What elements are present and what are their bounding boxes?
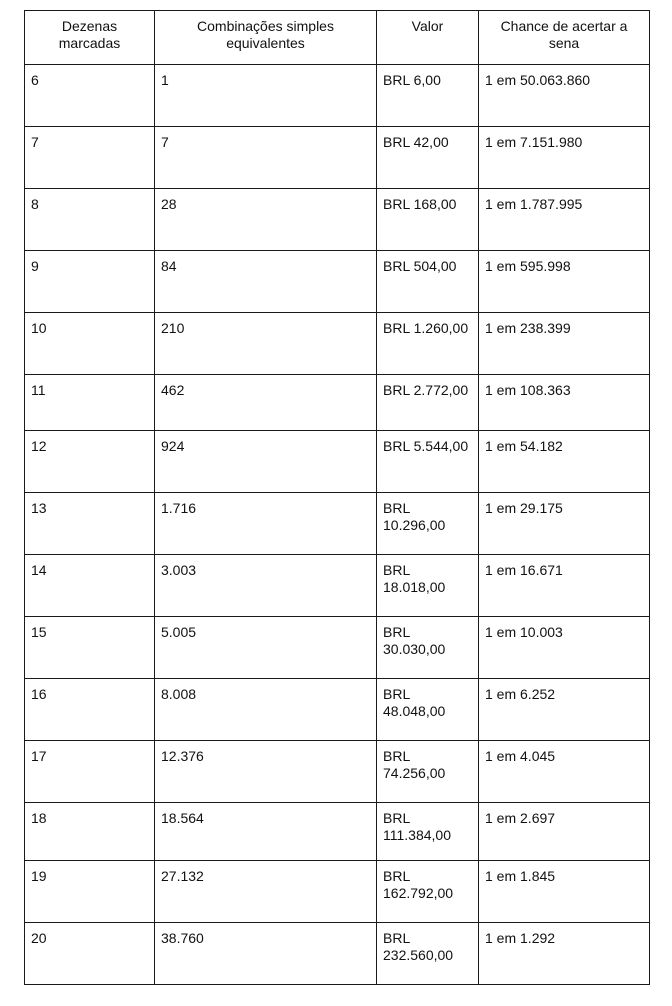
cell-dezenas: 13 — [25, 493, 155, 555]
table-body — [25, 65, 650, 985]
cell-combinacoes: 7 — [155, 127, 377, 189]
header-combinacoes: Combinações simples equivalentes — [155, 11, 377, 65]
cell-dezenas: 12 — [25, 431, 155, 493]
cell-chance: 1 em 595.998 — [479, 251, 650, 313]
cell-valor: BRL 74.256,00 — [377, 741, 479, 803]
header-dezenas-marcadas: Dezenas marcadas — [25, 11, 155, 65]
cell-combinacoes: 84 — [155, 251, 377, 313]
cell-combinacoes: 210 — [155, 313, 377, 375]
cell-dezenas: 6 — [25, 65, 155, 127]
table-row — [25, 617, 650, 679]
cell-dezenas: 7 — [25, 127, 155, 189]
table-row — [25, 313, 650, 375]
cell-chance: 1 em 29.175 — [479, 493, 650, 555]
cell-valor: BRL 2.772,00 — [377, 375, 479, 431]
cell-dezenas: 17 — [25, 741, 155, 803]
cell-valor: BRL 111.384,00 — [377, 803, 479, 861]
cell-dezenas: 14 — [25, 555, 155, 617]
table-row — [25, 251, 650, 313]
table-row — [25, 375, 650, 431]
table-row — [25, 803, 650, 861]
table-row — [25, 679, 650, 741]
cell-chance: 1 em 16.671 — [479, 555, 650, 617]
cell-dezenas: 11 — [25, 375, 155, 431]
cell-chance: 1 em 4.045 — [479, 741, 650, 803]
cell-chance: 1 em 1.292 — [479, 923, 650, 985]
cell-combinacoes: 3.003 — [155, 555, 377, 617]
cell-valor: BRL 42,00 — [377, 127, 479, 189]
cell-valor: BRL 10.296,00 — [377, 493, 479, 555]
table-header — [25, 11, 650, 65]
cell-combinacoes: 18.564 — [155, 803, 377, 861]
table-row — [25, 861, 650, 923]
cell-chance: 1 em 50.063.860 — [479, 65, 650, 127]
cell-valor: BRL 48.048,00 — [377, 679, 479, 741]
cell-combinacoes: 5.005 — [155, 617, 377, 679]
cell-chance: 1 em 10.003 — [479, 617, 650, 679]
cell-combinacoes: 1.716 — [155, 493, 377, 555]
cell-combinacoes: 28 — [155, 189, 377, 251]
table-row — [25, 127, 650, 189]
cell-chance: 1 em 108.363 — [479, 375, 650, 431]
table-row — [25, 923, 650, 985]
cell-chance: 1 em 54.182 — [479, 431, 650, 493]
cell-dezenas: 20 — [25, 923, 155, 985]
cell-valor: BRL 504,00 — [377, 251, 479, 313]
cell-valor: BRL 30.030,00 — [377, 617, 479, 679]
cell-chance: 1 em 6.252 — [479, 679, 650, 741]
table-row — [25, 189, 650, 251]
cell-dezenas: 8 — [25, 189, 155, 251]
cell-combinacoes: 27.132 — [155, 861, 377, 923]
bet-pricing-table — [24, 10, 650, 985]
cell-chance: 1 em 1.845 — [479, 861, 650, 923]
cell-valor: BRL 162.792,00 — [377, 861, 479, 923]
cell-chance: 1 em 238.399 — [479, 313, 650, 375]
cell-valor: BRL 168,00 — [377, 189, 479, 251]
cell-chance: 1 em 7.151.980 — [479, 127, 650, 189]
cell-chance: 1 em 2.697 — [479, 803, 650, 861]
cell-valor: BRL 6,00 — [377, 65, 479, 127]
header-row — [25, 11, 650, 65]
cell-dezenas: 10 — [25, 313, 155, 375]
cell-dezenas: 19 — [25, 861, 155, 923]
cell-combinacoes: 462 — [155, 375, 377, 431]
cell-dezenas: 16 — [25, 679, 155, 741]
cell-valor: BRL 1.260,00 — [377, 313, 479, 375]
cell-valor: BRL 5.544,00 — [377, 431, 479, 493]
cell-combinacoes: 12.376 — [155, 741, 377, 803]
cell-dezenas: 18 — [25, 803, 155, 861]
table-row — [25, 555, 650, 617]
cell-chance: 1 em 1.787.995 — [479, 189, 650, 251]
table-row — [25, 431, 650, 493]
header-chance: Chance de acertar a sena — [479, 11, 650, 65]
cell-dezenas: 15 — [25, 617, 155, 679]
cell-combinacoes: 1 — [155, 65, 377, 127]
cell-valor: BRL 232.560,00 — [377, 923, 479, 985]
cell-combinacoes: 38.760 — [155, 923, 377, 985]
cell-valor: BRL 18.018,00 — [377, 555, 479, 617]
table-row — [25, 493, 650, 555]
cell-combinacoes: 8.008 — [155, 679, 377, 741]
cell-dezenas: 9 — [25, 251, 155, 313]
header-valor: Valor — [377, 11, 479, 65]
table-row — [25, 65, 650, 127]
table-row — [25, 741, 650, 803]
cell-combinacoes: 924 — [155, 431, 377, 493]
